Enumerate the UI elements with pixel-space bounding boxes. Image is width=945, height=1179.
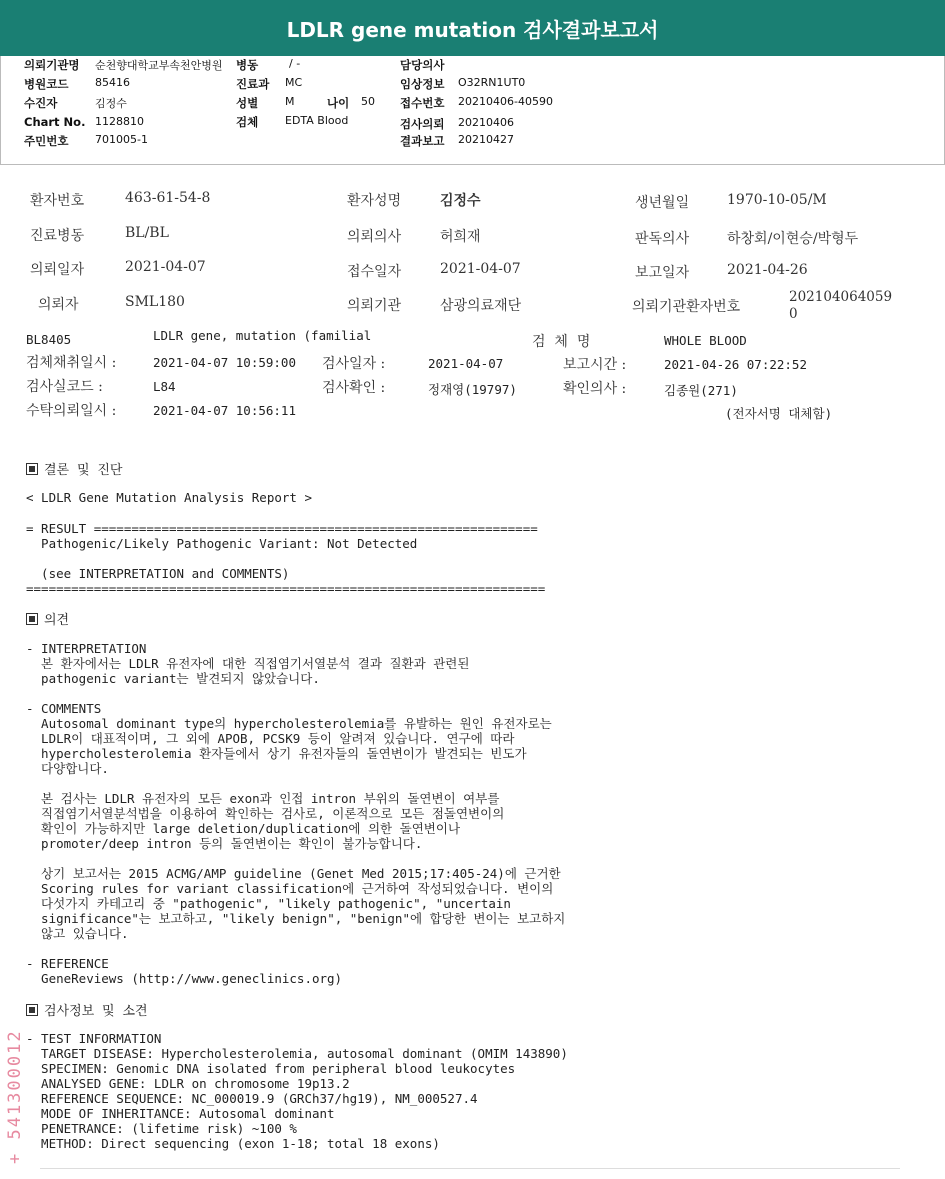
value-order-time: 2021-04-07 10:56:11 xyxy=(153,403,296,418)
value-clinical-info: O32RN1UT0 xyxy=(458,76,526,89)
test-info-block: - TEST INFORMATION TARGET DISEASE: Hypercholesterolemia, autosomal dominant (OMIM 143890) SPECIMEN: Genomic DNA isolated from peripheral blood leukocytes ANALYSED GENE: LDLR on chromosome 19p13.2 REFERENCE SEQUENCE: NC_000019.9 (GRCh37/hg19), NM_000527.4 MODE OF INHERITANCE: Autosomal dominant PENETRANCE: (lifetime risk) ~100 % METHOD: Direct sequencing (exon 1-18; total 18 exons) xyxy=(26,1031,568,1151)
value-report-time: 2021-04-26 07:22:52 xyxy=(664,357,807,372)
value-requester: SML180 xyxy=(125,294,185,310)
electronic-signature-note: (전자서명 대체함) xyxy=(725,406,833,421)
value-examinee: 김정수 xyxy=(95,97,127,110)
label-requesting-agency: 의뢰기관 xyxy=(347,298,402,314)
value-test-confirm: 정재영(19797) xyxy=(428,382,517,397)
test-name: LDLR gene, mutation (familial xyxy=(153,328,372,343)
opinion-block: - INTERPRETATION 본 환자에서는 LDLR 유전자에 대한 직접염기서열분석 결과 질환과 관련된 pathogenic variant는 발견되지 않았습니다. - COMMENTS Autosomal dominant type의 hypercholesterolemia를 유발하는 원인 유전자로는 LDLR이 대표적이며, 그 외에 APOB, PCSK9 등이 알려져 있습니다. 연구에 따라 hypercholesterolemia 환자들에서 상기 유전자들의 돌연변이가 발견되는 빈도가 다양합니다. 본 검사는 LDLR 유전자의 모든 exon과 인접 intron 부위의 돌연변이 여부를 직접염기서열분석법을 이용하여 확인하는 검사로, 이론적으로 모든 점돌연변이의 확인이 가능하지만 large deletion/duplication에 의한 돌연변이나 promoter/deep intron 등의 돌연변이는 확인이 불가능합니다. 상기 보고서는 2015 ACMG/AMP guideline (Genet Med 2015;17:405-24)에 근거한 Scoring rules for variant classification에 근거하여 작성되었습니다. 변이의 다섯가지 카테고리 중 "pathogenic", "likely pathogenic", "uncertain significance"는 보고하고, "likely benign", "benign"에 합당한 변이는 보고하지 않고 있습니다. - REFERENCE GeneReviews (http://www.geneclinics.org) xyxy=(26,641,566,986)
label-department: 진료과 xyxy=(236,77,270,91)
value-department: MC xyxy=(285,76,303,89)
test-code: BL8405 xyxy=(26,332,72,347)
label-test-request: 검사의뢰 xyxy=(400,117,445,131)
label-chart-no: Chart No. xyxy=(24,115,86,129)
value-lab-code: L84 xyxy=(153,379,176,394)
value-collection-time: 2021-04-07 10:59:00 xyxy=(153,355,296,370)
value-sex: M xyxy=(285,95,295,108)
value-specimen-name: WHOLE BLOOD xyxy=(664,333,747,348)
label-clinical-info: 임상정보 xyxy=(400,77,445,91)
label-ward: 병동 xyxy=(236,58,259,72)
label-examinee: 수진자 xyxy=(24,96,58,110)
bottom-divider xyxy=(40,1168,900,1169)
label-ward-bed: 진료병동 xyxy=(30,228,85,244)
value-test-request: 20210406 xyxy=(458,116,514,129)
value-request-date: 2021-04-07 xyxy=(125,259,206,275)
label-age: 나이 xyxy=(327,96,350,110)
label-specimen: 검체 xyxy=(236,115,259,129)
section-test-info-title: 검사정보 및 소견 xyxy=(44,1004,148,1019)
square-bullet-icon xyxy=(26,1004,38,1016)
value-receipt-no: 20210406-40590 xyxy=(458,95,553,108)
report-title-bar xyxy=(0,0,945,56)
square-bullet-icon xyxy=(26,463,38,475)
label-report-date: 보고일자 xyxy=(635,265,690,281)
value-ward: / - xyxy=(289,57,301,70)
side-stamp xyxy=(3,1018,29,1168)
value-confirm-doctor: 김종원(271) xyxy=(664,383,738,398)
label-attending-physician: 담당의사 xyxy=(400,58,445,72)
square-bullet-icon xyxy=(26,613,38,625)
label-patient-name: 환자성명 xyxy=(347,193,402,209)
label-confirm-doctor: 확인의사 : xyxy=(563,381,627,397)
value-specimen: EDTA Blood xyxy=(285,114,349,127)
value-agency-patient-no-cont: 0 xyxy=(789,306,798,322)
label-receipt-date: 접수일자 xyxy=(347,264,402,280)
value-receipt-date: 2021-04-07 xyxy=(440,261,521,277)
section-opinion-title: 의견 xyxy=(44,613,70,628)
label-requesting-doctor: 의뢰의사 xyxy=(347,229,402,245)
label-reading-doctor: 판독의사 xyxy=(635,231,690,247)
label-report-time: 보고시간 : xyxy=(563,357,627,373)
section-conclusion-title: 결론 및 진단 xyxy=(44,463,123,478)
label-test-date: 검사일자 : xyxy=(322,356,386,372)
label-resident-no: 주민번호 xyxy=(24,134,69,148)
value-requesting-doctor: 허희재 xyxy=(440,229,481,245)
value-ward-bed: BL/BL xyxy=(125,225,169,241)
value-result-report: 20210427 xyxy=(458,133,514,146)
label-result-report: 결과보고 xyxy=(400,134,445,148)
value-birth-date: 1970-10-05/M xyxy=(727,192,827,208)
section-conclusion xyxy=(26,459,122,478)
label-sex: 성별 xyxy=(236,96,259,110)
label-order-time: 수탁의뢰일시 : xyxy=(26,403,117,419)
label-hospital-code: 병원코드 xyxy=(24,77,69,91)
value-patient-no: 463-61-54-8 xyxy=(125,190,211,206)
label-agency-patient-no: 의뢰기관환자번호 xyxy=(632,299,741,315)
label-requester: 의뢰자 xyxy=(38,297,79,313)
value-requesting-institution: 순천향대학교부속천안병원 xyxy=(95,59,223,72)
value-age: 50 xyxy=(361,95,375,108)
value-test-date: 2021-04-07 xyxy=(428,356,504,371)
section-opinion xyxy=(26,609,69,628)
label-test-confirm: 검사확인 : xyxy=(322,380,386,396)
value-resident-no: 701005-1 xyxy=(95,133,148,146)
label-requesting-institution: 의뢰기관명 xyxy=(24,58,80,72)
side-stamp-text: + 541300012 xyxy=(5,1029,25,1164)
label-receipt-no: 접수번호 xyxy=(400,96,445,110)
analysis-report-title: < LDLR Gene Mutation Analysis Report > xyxy=(26,490,312,505)
report-title: LDLR gene mutation 검사결과보고서 xyxy=(286,18,659,42)
value-agency-patient-no: 202104064059 xyxy=(789,289,893,305)
label-patient-no: 환자번호 xyxy=(30,193,85,209)
label-collection-time: 검체채취일시 : xyxy=(26,355,117,371)
result-block: = RESULT =========================================================== Pathogenic/Likely Pathogenic Variant: Not Detected (see INTERPRETATION and COMMENTS) ===================================================================== xyxy=(26,521,546,596)
value-report-date: 2021-04-26 xyxy=(727,262,808,278)
label-specimen-name: 검 체 명 xyxy=(532,334,591,350)
label-lab-code: 검사실코드 : xyxy=(26,379,103,395)
value-reading-doctor: 하창회/이현승/박형두 xyxy=(727,231,859,247)
value-patient-name: 김정수 xyxy=(440,193,481,209)
section-test-info xyxy=(26,1000,148,1019)
label-request-date: 의뢰일자 xyxy=(30,262,85,278)
value-chart-no: 1128810 xyxy=(95,115,144,128)
value-requesting-agency: 삼광의료재단 xyxy=(440,298,522,314)
value-hospital-code: 85416 xyxy=(95,76,130,89)
label-birth-date: 생년월일 xyxy=(635,195,690,211)
